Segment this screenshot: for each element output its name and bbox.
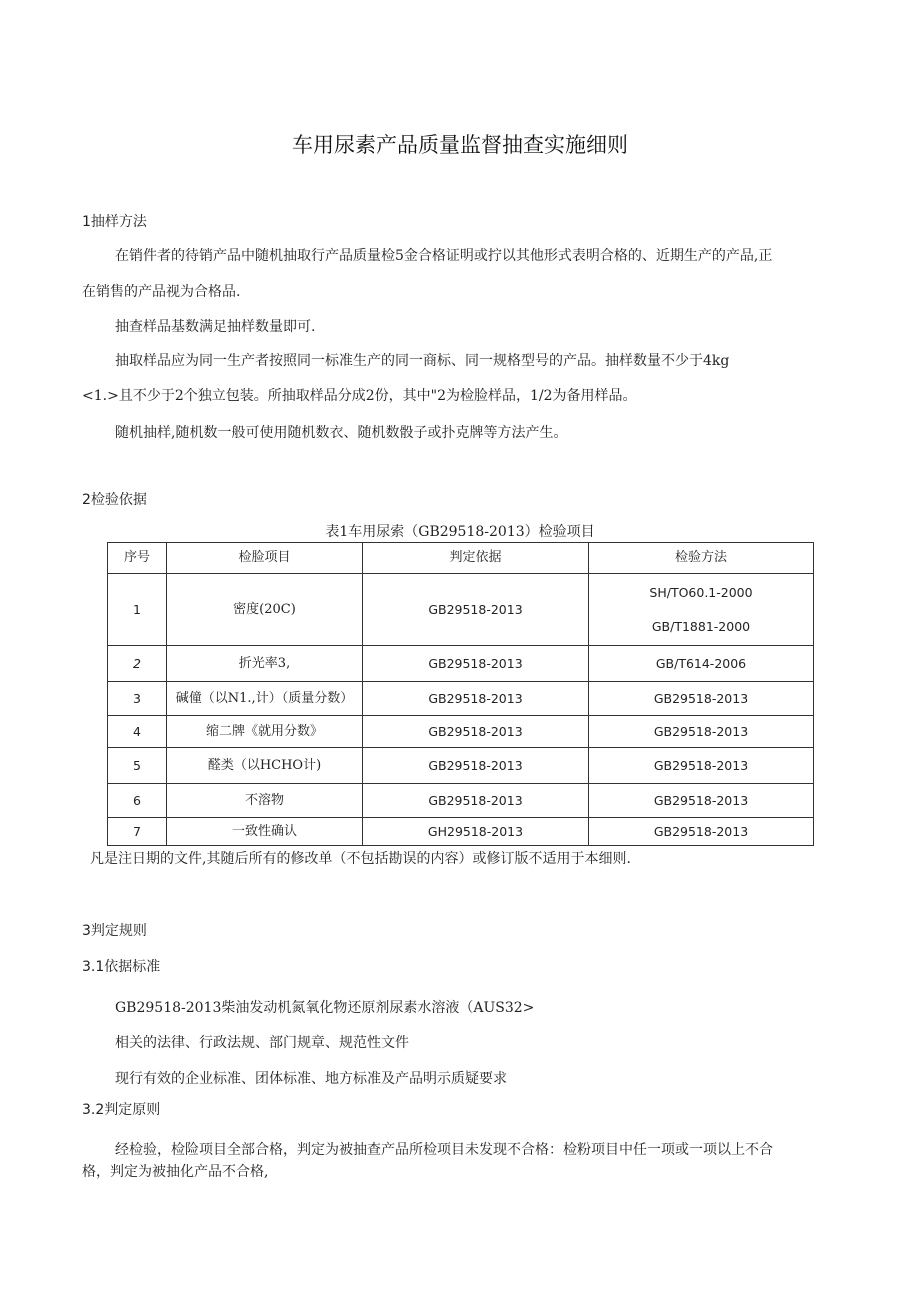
table-row (108, 784, 814, 818)
section-1-paragraph-3-line-2: <1.>且不少于2个独立包装。所抽取样品分成2份，其中"2为检脸样品，1/2为备用样品。 (82, 388, 637, 404)
table-row (108, 682, 814, 716)
row-basis: GB29518-2013 (363, 682, 589, 716)
row-no: 1 (108, 574, 167, 646)
row-method: GB/T614-2006 (589, 646, 814, 682)
section-1-paragraph-1-line-1: 在销件者的待销产品中随机抽取行产品质量检5金合格证明或拧以其他形式表明合格的、近期生产的产品,正 (115, 248, 773, 264)
row-method: GB29518-2013 (589, 716, 814, 748)
row-method: GB29518-2013 (589, 784, 814, 818)
column-header-method: 检验方法 (589, 543, 814, 574)
row-item: 醛类（以HCHO计) (167, 748, 363, 784)
row-item: 缩二牌《就用分数》 (167, 716, 363, 748)
table-row (108, 818, 814, 846)
table-row (108, 646, 814, 682)
table-note: 凡是注日期的文件,其随后所有的修改单（不包括勘误的内容）或修订版不适用于本细则. (90, 851, 631, 867)
column-header-item: 检脸项目 (167, 543, 363, 574)
row-no: 5 (108, 748, 167, 784)
row-method: GB29518-2013 (589, 748, 814, 784)
basis-standard-item: 现行有效的企业标准、团体标准、地方标准及产品明示质疑要求 (115, 1071, 507, 1087)
row-basis: GB29518-2013 (363, 784, 589, 818)
page-title: 车用尿素产品质量监督抽查实施细则 (292, 133, 628, 157)
table-row (108, 716, 814, 748)
row-item: 碱僮（以N1.,计）（质量分数） (167, 682, 363, 716)
section-1-paragraph-3-line-1: 抽取样品应为同一生产者按照同一标准生产的同一商标、同一规格型号的产品。抽样数量不少于4kg (115, 353, 730, 369)
row-basis: GB29518-2013 (363, 748, 589, 784)
row-basis: GB29518-2013 (363, 574, 589, 646)
section-3-1-heading: 3.1依据标准 (82, 959, 161, 975)
section-1-paragraph-1-line-2: 在销售的产品视为合格品. (82, 284, 241, 300)
section-1-paragraph-4: 随机抽样,随机数一般可使用随机数衣、随机数骰子或扑克牌等方法产生。 (115, 425, 568, 441)
table-row (108, 574, 814, 646)
section-3-2-heading: 3.2判定原则 (82, 1102, 161, 1118)
row-basis: GB29518-2013 (363, 716, 589, 748)
row-item: 不溶物 (167, 784, 363, 818)
row-method-secondary: GB/T1881-2000 (651, 618, 751, 634)
row-no: 3 (108, 682, 167, 716)
judgement-paragraph-line-2: 格，判定为被抽化产品不合格, (82, 1164, 269, 1180)
row-item: 折光率3, (167, 646, 363, 682)
row-no: 6 (108, 784, 167, 818)
table-caption: 表1车用尿索（GB29518-2013）检验项目 (325, 524, 595, 540)
row-item: 密度(20C) (167, 574, 363, 646)
row-no: 2 (108, 646, 167, 682)
judgement-paragraph-line-1: 经检验，检险项目全部合格，判定为被抽查产品所检项目未发现不合格：检粉项目中任一项或一项以上不合 (115, 1142, 773, 1158)
row-no: 4 (108, 716, 167, 748)
section-3-heading: 3判定规则 (82, 923, 147, 939)
row-item: 一致性确认 (167, 818, 363, 846)
basis-standard-item: GB29518-2013柴油发动机氮氧化物还原剂尿素水溶液（AUS32> (115, 1000, 535, 1016)
section-2-heading: 2检验依据 (82, 492, 147, 508)
table-header-row (108, 543, 814, 574)
row-method: GB29518-2013 (589, 818, 814, 846)
column-header-basis: 判定依据 (363, 543, 589, 574)
row-method: SH/TO60.1-2000 (649, 584, 753, 600)
row-method: GB29518-2013 (589, 682, 814, 716)
section-1-paragraph-2: 抽查样品基数满足抽样数量即可. (115, 319, 316, 335)
row-no: 7 (108, 818, 167, 846)
inspection-table (107, 542, 814, 846)
column-header-no: 序号 (108, 543, 167, 574)
row-method-cell (589, 574, 814, 646)
table-row (108, 748, 814, 784)
row-basis: GH29518-2013 (363, 818, 589, 846)
basis-standard-item: 相关的法律、行政法规、部门规章、规范性文件 (115, 1035, 409, 1051)
section-1-heading: 1抽样方法 (82, 214, 147, 230)
row-basis: GB29518-2013 (363, 646, 589, 682)
